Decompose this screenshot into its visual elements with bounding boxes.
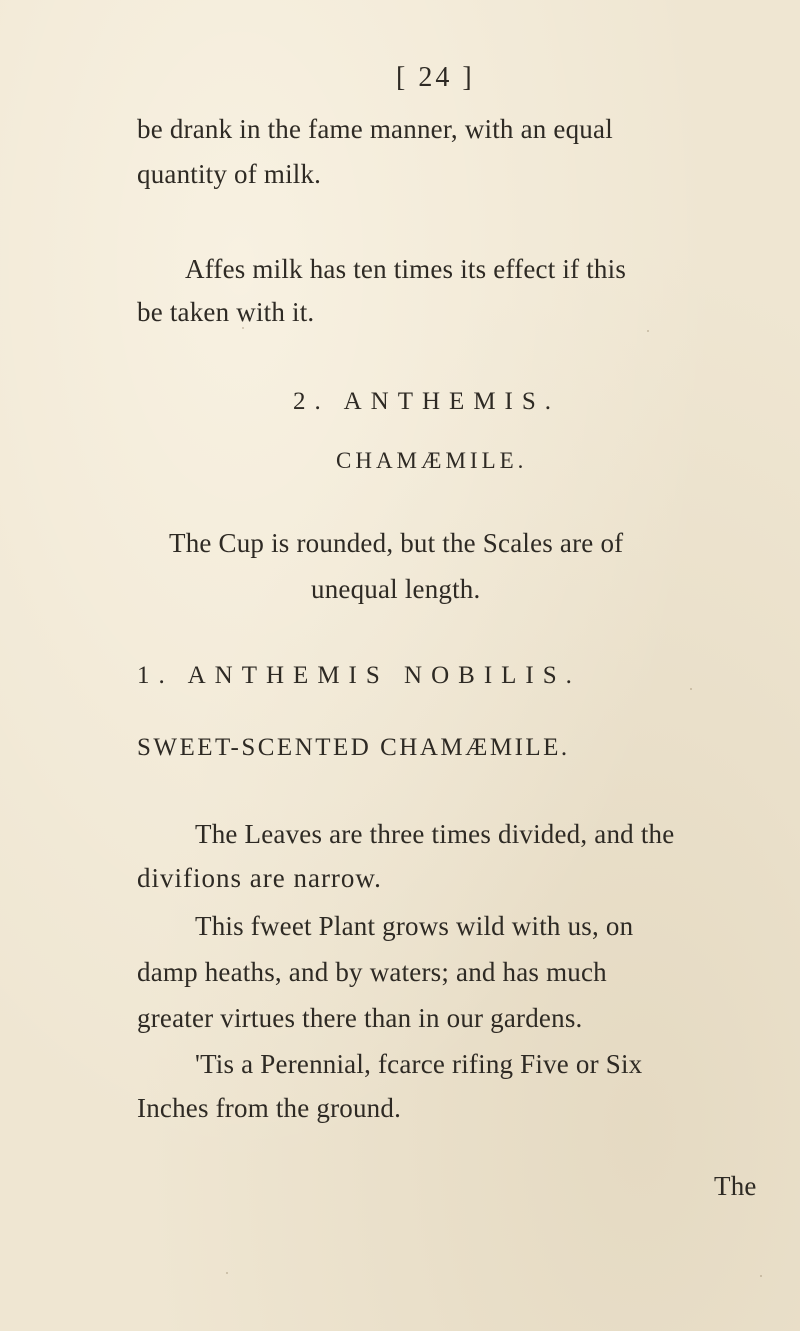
text-line: Affes milk has ten times its effect if this	[185, 254, 627, 284]
text-line: 'Tis a Perennial, fcarce rifing Five or Six	[195, 1049, 643, 1079]
page-number: [ 24 ]	[396, 62, 475, 93]
catchword: The	[714, 1171, 757, 1201]
text-line: quantity of milk.	[137, 159, 322, 189]
text-line: unequal length.	[311, 574, 481, 604]
genus-heading: 2. ANTHEMIS.	[293, 388, 561, 415]
paper-speck	[690, 688, 692, 690]
text-line: greater virtues there than in our gardens.	[137, 1003, 583, 1033]
text-line: damp heaths, and by waters; and has much	[137, 957, 607, 987]
paper-speck	[647, 330, 649, 332]
text-line: This fweet Plant grows wild with us, on	[195, 911, 634, 941]
text-line: be drank in the fame manner, with an equal	[137, 114, 613, 144]
text-line: The Leaves are three times divided, and the	[195, 819, 675, 849]
text-line: divifions are narrow.	[137, 863, 382, 893]
text-line: be taken with it.	[137, 297, 315, 327]
genus-common-name: CHAMÆMILE.	[336, 448, 528, 473]
species-common-name: SWEET-SCENTED CHAMÆMILE.	[137, 734, 570, 761]
paper-speck	[226, 1272, 228, 1274]
text-line: The Cup is rounded, but the Scales are of	[169, 528, 624, 558]
paper-speck	[242, 327, 244, 329]
species-heading: 1. ANTHEMIS NOBILIS.	[137, 662, 581, 689]
text-line: Inches from the ground.	[137, 1093, 402, 1123]
paper-speck	[760, 1275, 762, 1277]
